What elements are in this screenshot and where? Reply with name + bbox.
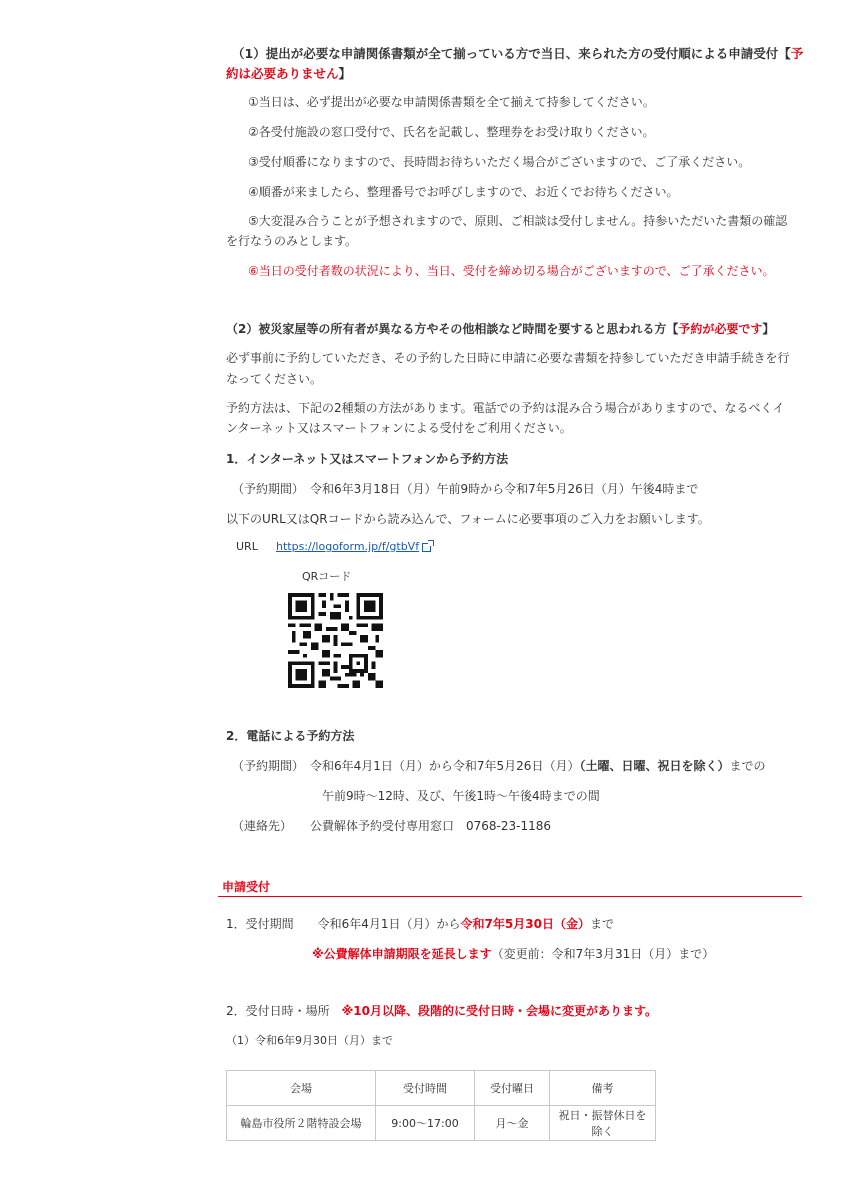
qr-label: QRコード bbox=[302, 570, 352, 583]
paragraph-cont: なってください。 bbox=[226, 372, 323, 386]
method1-period: （予約期間） 令和6年3月18日（月）午前9時から令和7年5月26日（月）午後4時まで bbox=[232, 482, 699, 496]
table-cell: 9:00～17:00 bbox=[376, 1106, 475, 1141]
table-header-time: 受付時間 bbox=[376, 1071, 475, 1106]
section1-heading-cont: 約は必要ありません】 bbox=[226, 66, 352, 81]
table-cell: 月～金 bbox=[475, 1106, 550, 1141]
method2-contact: （連絡先） 公費解体予約受付専用窓口 0768-23-1186 bbox=[232, 819, 552, 833]
application-extension: ※公費解体申請期限を延長します（変更前：令和7年3月31日（月）まで） bbox=[312, 947, 715, 961]
application-subheading: （1）令和6年9月30日（月）まで bbox=[226, 1034, 393, 1047]
method2-hours: 午前9時～12時、及び、午後1時～午後4時までの間 bbox=[322, 789, 600, 803]
form-link[interactable] bbox=[276, 540, 431, 553]
paragraph: 必ず事前に予約していただき、その予約した日時に申請に必要な書類を持参していただき申請手続きを行 bbox=[226, 351, 790, 365]
method1-heading: 1．インターネット又はスマートフォンから予約方法 bbox=[226, 452, 509, 466]
table-cell: 祝日・振替休日を除く bbox=[550, 1106, 656, 1141]
form-url-link[interactable]: https://logoform.jp/f/gtbVf bbox=[276, 540, 420, 553]
list-item: ②各受付施設の窓口受付で、氏名を記載し、整理券をお受け取りください。 bbox=[248, 125, 655, 139]
table-header-days: 受付曜日 bbox=[475, 1071, 550, 1106]
paragraph: 予約方法は、下記の2種類の方法があります。電話での予約は混み合う場合がありますので、なるべくイ bbox=[226, 401, 785, 415]
list-item: ⑤大変混み合うことが予想されますので、原則、ご相談は受付しません。持参いただいた書類の確認 bbox=[248, 214, 788, 228]
list-item: ①当日は、必ず提出が必要な申請関係書類を全て揃えて持参してください。 bbox=[248, 95, 655, 109]
list-item-warning: ⑥当日の受付者数の状況により、当日、受付を締め切る場合がございますので、ご了承ください。 bbox=[248, 264, 775, 278]
method1-instruction: 以下のURL又はQRコードから読み込んで、フォームに必要事項のご入力をお願いします。 bbox=[226, 512, 710, 526]
application-heading: 申請受付 bbox=[222, 880, 271, 894]
table-header-row bbox=[227, 1071, 656, 1106]
method2-heading: 2．電話による予約方法 bbox=[226, 729, 355, 743]
venue-table bbox=[226, 1070, 656, 1141]
table-header-venue: 会場 bbox=[227, 1071, 376, 1106]
list-item-cont: を行なうのみとします。 bbox=[226, 234, 358, 248]
section1-heading: （1）提出が必要な申請関係書類が全て揃っている方で当日、来られた方の受付順による申請受付【予 bbox=[232, 46, 804, 61]
url-label: URL bbox=[236, 540, 258, 553]
table-cell: 輪島市役所２階特設会場 bbox=[227, 1106, 376, 1141]
heading-divider bbox=[218, 896, 802, 897]
section2-heading: （2）被災家屋等の所有者が異なる方やその他相談など時間を要すると思われる方【予約が必要です】 bbox=[226, 322, 775, 336]
qr-code-image bbox=[288, 593, 383, 688]
application-schedule: 2．受付日時・場所 ※10月以降、段階的に受付日時・会場に変更があります。 bbox=[226, 1004, 658, 1018]
list-item: ③受付順番になりますので、長時間お待ちいただく場合がございますので、ご了承ください。 bbox=[248, 155, 751, 169]
list-item: ④順番が来ましたら、整理番号でお呼びしますので、お近くでお待ちください。 bbox=[248, 185, 679, 199]
method2-period: （予約期間） 令和6年4月1日（月）から令和7年5月26日（月）（土曜、日曜、祝日を除く）までの bbox=[232, 759, 766, 773]
table-header-notes: 備考 bbox=[550, 1071, 656, 1106]
paragraph-cont: ンターネット又はスマートフォンによる受付をご利用ください。 bbox=[226, 421, 572, 435]
table-row bbox=[227, 1106, 656, 1141]
application-period: 1．受付期間 令和6年4月1日（月）から令和7年5月30日（金）まで bbox=[226, 917, 614, 931]
external-link-icon bbox=[422, 543, 431, 552]
